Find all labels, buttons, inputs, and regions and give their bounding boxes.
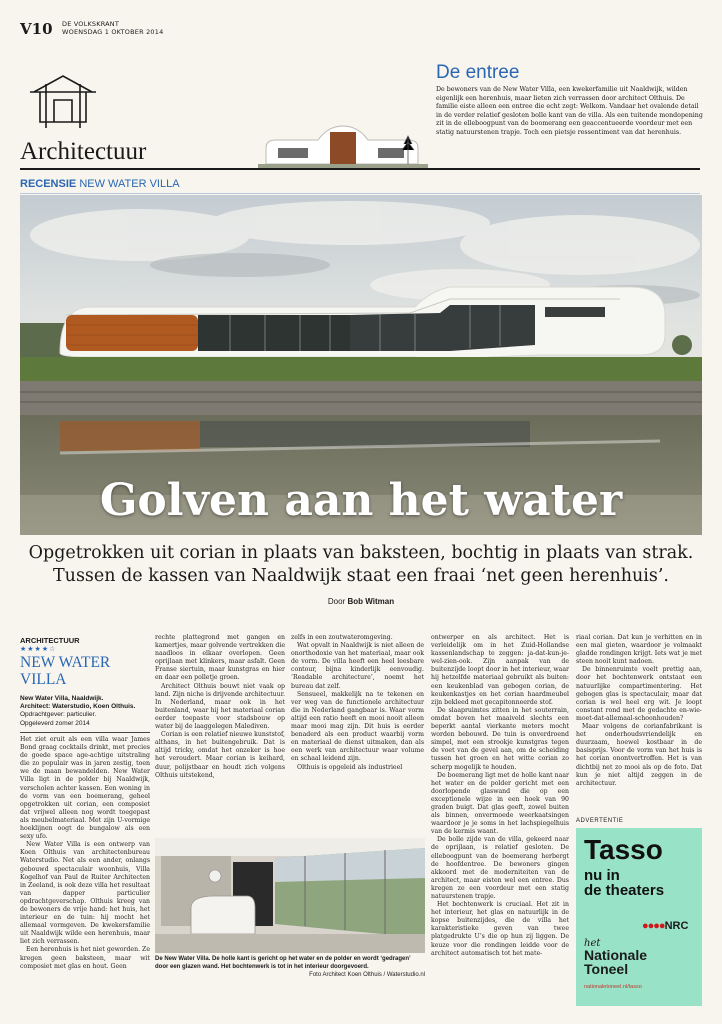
paragraph: De boemerang ligt met de holle kant naar het water en de polder gericht met een doorlopende glaswand die op een exceptionele wijze in een hoek van 90 graden buigt. Dat glas geeft, zowel buiten als binnen, onvermoede weerkaatsingen waardoor je je soms in het lachspiegelhuis van de kermis waant. — [431, 771, 569, 836]
infobox-rule — [20, 732, 150, 733]
infobox-line: New Water Villa, Naaldwijk. — [20, 695, 104, 702]
paragraph: Een herenhuis is het niet geworden. Ze kregen geen baksteen, maar wit composiet met glas en hout. Geen — [20, 946, 150, 970]
paragraph: De slaapruimtes zitten in het souterrain, omdat boven het maaiveld slechts een beperkt aantal vierkante meters mocht worden bebouwd. De tuin is onverdroend simpel, met een strookje kunstgras tegen de voet van de gevel aan, om de scheiding tussen het groen en het witte corian zo scherp mogelijk te houden. — [431, 706, 569, 771]
review-subject: NEW WATER VILLA — [79, 178, 180, 190]
infobox-title: NEW WATER VILLA — [20, 654, 111, 688]
paper-name: DE VOLKSKRANT — [62, 20, 120, 28]
deck-line: Tussen de kassen van Naaldwijk staat een fraai ‘net geen herenhuis’. — [53, 566, 669, 586]
ad-subtitle-line: nu in — [584, 867, 620, 884]
paragraph: Architect Olthuis bouwt niet vaak op land. Zijn niche is drijvende architectuur. In Nederland, maar ook in het buitenland, waar hij het materiaal corian eerder toepaste voor stadsbouw op water bij de laaggelegen Malediven. — [155, 682, 285, 731]
masthead — [62, 20, 163, 36]
review-rule — [20, 193, 700, 194]
advertisement-tasso[interactable] — [576, 828, 702, 1006]
villa-thumbnail-image — [258, 118, 428, 168]
nrc-logo — [642, 920, 688, 932]
article-column-4 — [431, 634, 569, 958]
hero-photo — [20, 195, 702, 535]
issue-date: WOENSDAG 1 OKTOBER 2014 — [62, 28, 164, 36]
article-column-2 — [155, 634, 285, 780]
theatre-name-line: Toneel — [584, 961, 629, 977]
ad-subtitle-line: de theaters — [584, 882, 665, 899]
deck — [20, 542, 702, 588]
headline: Golven aan het water — [99, 475, 623, 526]
rating-stars: ★★★★☆ — [20, 645, 57, 653]
paragraph: New Water Villa is een ontwerp van Koen Olthuis van architectenbureau Waterstudio. Net als een ander, onlangs gebouwd spectaculair woonhuis, Villa Kogelhof van Paul de Ruiter Architecten in Zeeland, is ook deze villa het resultaat van dapper particulier opdrachtgeverschap. Olthuis kreeg van de bewoners de vrije hand: het huis, het interieur en de tuin: hij mocht het allemaal vormgeven. De kwekersfamilie uit Naaldwijk wilde een herenhuis, maar liet zich verrassen. — [20, 841, 150, 946]
photo-credit: Foto Architect Koen Olthuis / Waterstudio.nl — [309, 971, 425, 978]
paragraph: De bolle zijde van de villa, gekeerd naar de oprijlaan, is relatief gesloten. De elleboogpunt van de boemerang herbergt de hoofdentree. De bewoners gingen akkoord met de moderniteiten van de architect, maar eisten wel een entree. Dus kregen ze een voordeur met een statig natuurstenen trapje. — [431, 836, 569, 900]
review-kicker: RECENSIE — [20, 178, 77, 190]
ad-url[interactable]: nationaletoneel.nl/tasso — [584, 984, 642, 990]
byline-author: Bob Witman — [347, 597, 395, 606]
interior-photo-image — [155, 838, 425, 953]
page-number: V10 — [20, 20, 53, 38]
paragraph: Sensueel, makkelijk na te tekenen en ver weg van de functionele architectuur die in Nederland gangbaar is. Waar vorm altijd een ratio heeft en mooi nooit alleen maar mooi mag zijn. Dit huis is eerder benaderd als een product waarbij vorm en materiaal de dienst uitmaken, dan als een werk van architectuur waar volume en schaal leidend zijn. — [291, 690, 424, 763]
article-column-3 — [291, 634, 424, 772]
interior-photo — [155, 838, 425, 953]
paragraph: rechte plattegrond met gangen en kamertjes, maar golvende vertrekken die naadloos in elkaar overlopen. Geen oprijlaan met klinkers, maar asfalt. Geen Franse siertuin, maar kunstgras en hier en daar een polletje groen. — [155, 634, 285, 682]
infobox-details — [20, 695, 150, 728]
nrc-label: NRC — [664, 920, 689, 932]
theatre-name-line: Nationale — [584, 947, 648, 963]
paragraph: Corian is een relatief nieuwe kunststof, althans, in het buitengebruik. Dat is altijd tricky, omdat het onzeker is hoe het veroudert. Maar corian is keihard, duur, polijstbaar en houdt zich volgens Olthuis uitstekend, — [155, 731, 285, 779]
byline-prefix: Door — [327, 597, 346, 606]
caption-text: De New Water Villa. De holle kant is gericht op het water en de polder en wordt ‘gedragen’ door een glazen wand. Het bochtenwerk is tot in het interieur doorgevoerd. — [155, 956, 411, 970]
paragraph: De binnenruimte voelt prettig aan, door het bochtenwerk ontstaat een natuurlijke compartimentering. Het gebogen glas is spectaculair, maar dat corian is wel heel erg wit. Je loopt constant rond met de gedachte en-wie-moet-dat-allemaal-schoonhouden? — [576, 666, 702, 722]
review-label — [20, 178, 180, 190]
paragraph: Het ziet eruit als een villa waar James Bond graag cocktails drinkt, met precies de goede space age-achtige uitstraling die zo populair was in jaren zestig, toen we de maan bewandelden. New Water Villa ligt in de polder bij Naaldwijk, verscholen achter kassen. Een woning in de vorm van een boemerang, geheel opgetrokken uit corian, een composiet dat vrijwel alleen nog wordt toegepast als meubelmateriaal. Met zijn U-vormige hoeklijnen oogt de bungalow als een sexy ufo. — [20, 736, 150, 841]
paragraph: Wat opvalt in Naaldwijk is niet alleen de onorthodoxie van het materiaal, maar ook de vorm. De villa heeft een heel leesbare contour, bijna kinderlijk eenvoudig. ‘Readable architecture’, noemt het bureau dat zelf. — [291, 642, 424, 690]
paragraph: Olthuis is opgeleid als industrieel — [297, 763, 403, 771]
ad-subtitle — [584, 868, 664, 898]
ad-title: Tasso — [584, 834, 663, 865]
infobox-line: Architect: Waterstudio, Koen Olthuis. — [20, 703, 136, 711]
section-rule — [20, 168, 700, 170]
infobox-line: Opgeleverd zomer 2014 — [20, 719, 90, 727]
section-title: Architectuur — [20, 138, 147, 165]
entree-text: De bewoners van de New Water Villa, een kwekerfamilie uit Naaldwijk, wilden eigenlijk een herenhuis, maar lieten zich verrassen door architect Olthuis. De familie eiste alleen een entree die echt zegt: Welkom. Vandaar het ovalende detail in de verder relatief gesloten bolle kant van de villa. Als een tuitende mondopening zit in de elleboogpunt van de boomerang een geaccentueerde voordeur met een statig natuurstenen trapje. Toch een pietsje ressentiment van dat herenhuis. — [436, 86, 703, 136]
paragraph: riaal corian. Dat kun je verhitten en in een mal gieten, waardoor je volmaakt gladde rondingen krijgt. Iets wat je met steen nooit kunt nadoen. — [576, 634, 702, 666]
paragraph: zelfs in een zoutwateromgeving. — [291, 634, 393, 641]
advertisement-label: ADVERTENTIE — [576, 818, 624, 824]
photo-caption — [155, 956, 425, 979]
ad-het: het — [584, 938, 601, 949]
byline — [20, 597, 702, 606]
paragraph: Maar volgens de corianfabrikant is het onderhoudsvriendelijk en duurzaam, hoewel kostbaar in de basisprijs. Voor de vorm van het huis is het corian onontvertroffen. Het is van dichtbij net zo mooi als op de foto. Dat kun je niet altijd zeggen in de architectuur. — [576, 723, 702, 787]
paragraph: ontwerper en als architect. Het is verleidelijk om in het Zuid-Hollandse kassenlandschap te zeggen: ja-dat-kun-je-wel-zien-ook. Zijn aanpak van de buitenzijde loopt door in het interieur, waar hij hetzelfde materiaal gebruikt als buiten: een keukenblad van gebogen corian, de keukenkastjes en het corian haardmeubel zijn bekleed met gecapitonneerde stof. — [431, 634, 569, 706]
entree-title: De entree — [436, 62, 520, 83]
article-column-5 — [576, 634, 702, 788]
infobox-line: Opdrachtgever: particulier. — [20, 711, 97, 719]
article-column-1 — [20, 736, 150, 971]
theatre-name — [584, 948, 647, 976]
architecture-logo-icon — [28, 70, 98, 130]
infobox-kicker: ARCHITECTUUR — [20, 636, 80, 645]
paragraph: Het bochtenwerk is cruciaal. Het zit in het interieur, het glas en natuurlijk in de kopse buitenzijdes, die de villa het karakteristieke geven van twee platgedrukte U’s die op hun zij liggen. De keuze voor die rondingen leidde voor de architect automatisch tot het mate- — [431, 901, 569, 957]
nrc-dots-icon: ●●●● — [642, 920, 665, 932]
deck-line: Opgetrokken uit corian in plaats van baksteen, bochtig in plaats van strak. — [28, 543, 694, 563]
